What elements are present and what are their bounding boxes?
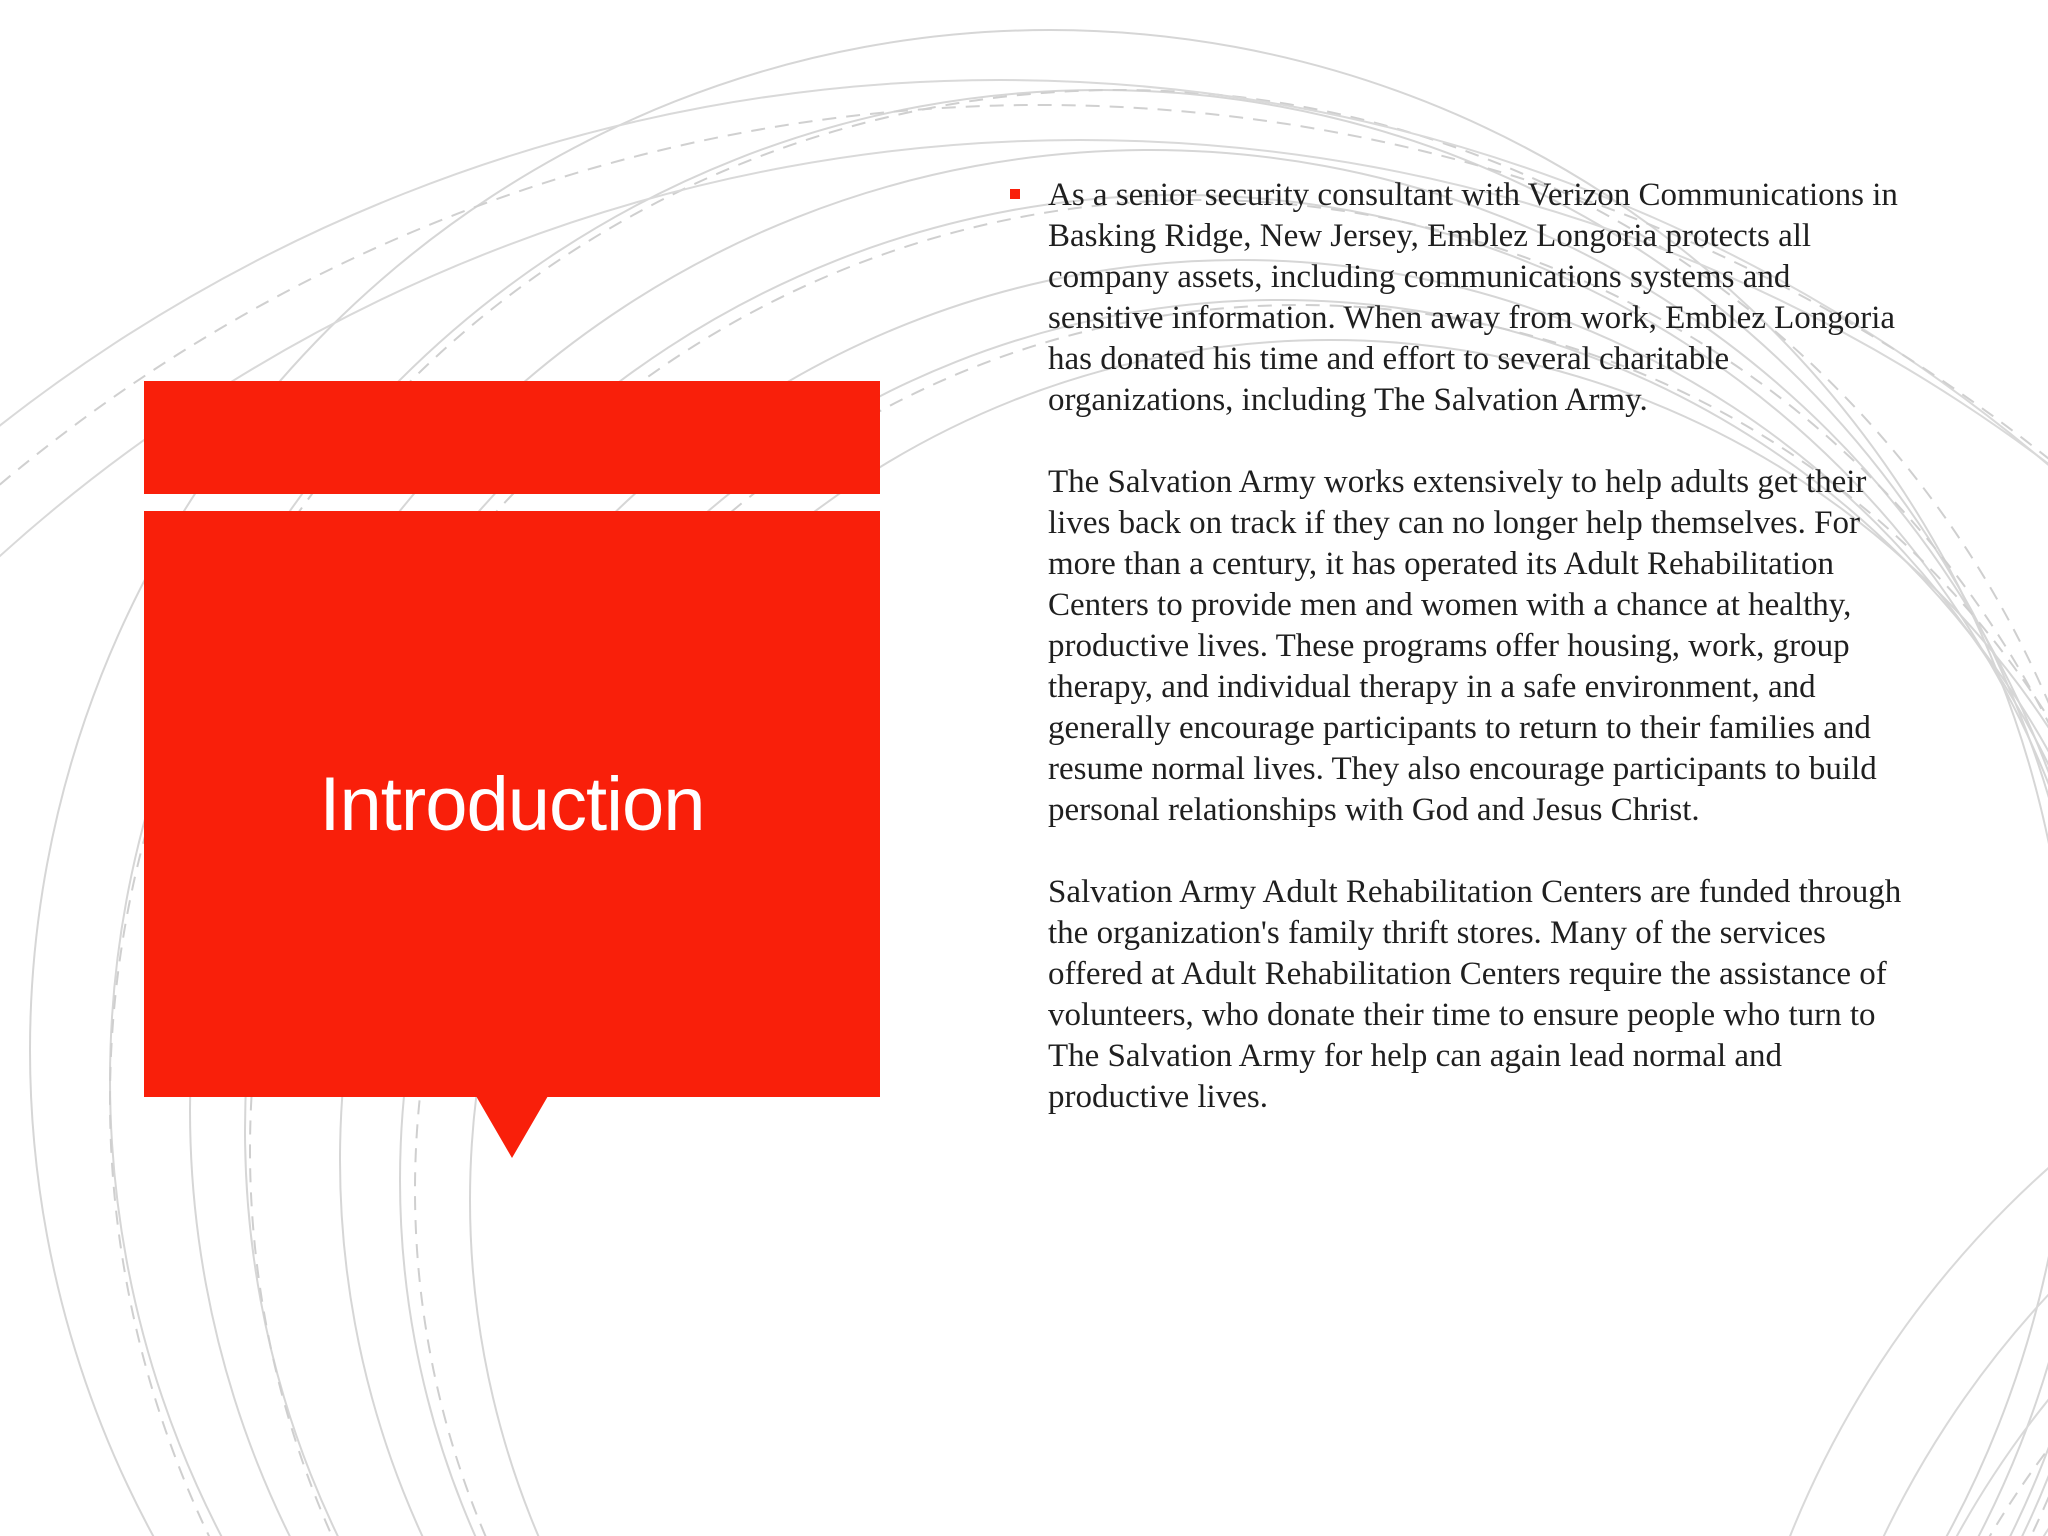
arc-line	[1900, 1110, 2048, 1536]
arc-line	[1840, 1050, 2048, 1536]
title-callout-box	[144, 511, 880, 1097]
paragraph-verizon: As a senior security consultant with Verizon Communications in Basking Ridge, New Jersey, Emblez Longoria protects all company assets, including communications systems and sensitive information. When away from work, Emblez Longoria has donated his time and effort to several charitable organizations, including The Salvation Army.	[1048, 177, 1898, 418]
square-bullet-icon	[1010, 189, 1020, 199]
paragraph-salvation-army: The Salvation Army works extensively to help adults get their lives back on track if they can no longer help themselves. For more than a century, it has operated its Adult Rehabilitation Centers to provide men and women with a chance at healthy, productive lives. These programs offer housing, work, group therapy, and individual therapy in a safe environment, and generally encourage participants to return to their families and resume normal lives. They also encourage participants to build personal relationships with God and Jesus Christ.	[1048, 464, 1877, 828]
title-accent-bar	[144, 381, 880, 494]
slide-title: Introduction	[319, 761, 705, 847]
paragraph-rehabilitation-centers: Salvation Army Adult Rehabilitation Centers are funded through the organization's family thrift stores. Many of the services offered at Adult Rehabilitation Centers require the assistance of volunteers, who donate their time to ensure people who turn to The Salvation Army for help can again lead normal and productive lives.	[1048, 874, 1902, 1115]
dashed-arc-line	[1860, 1080, 2048, 1536]
body-text-block	[1010, 175, 1910, 1118]
callout-pointer	[476, 1096, 548, 1158]
